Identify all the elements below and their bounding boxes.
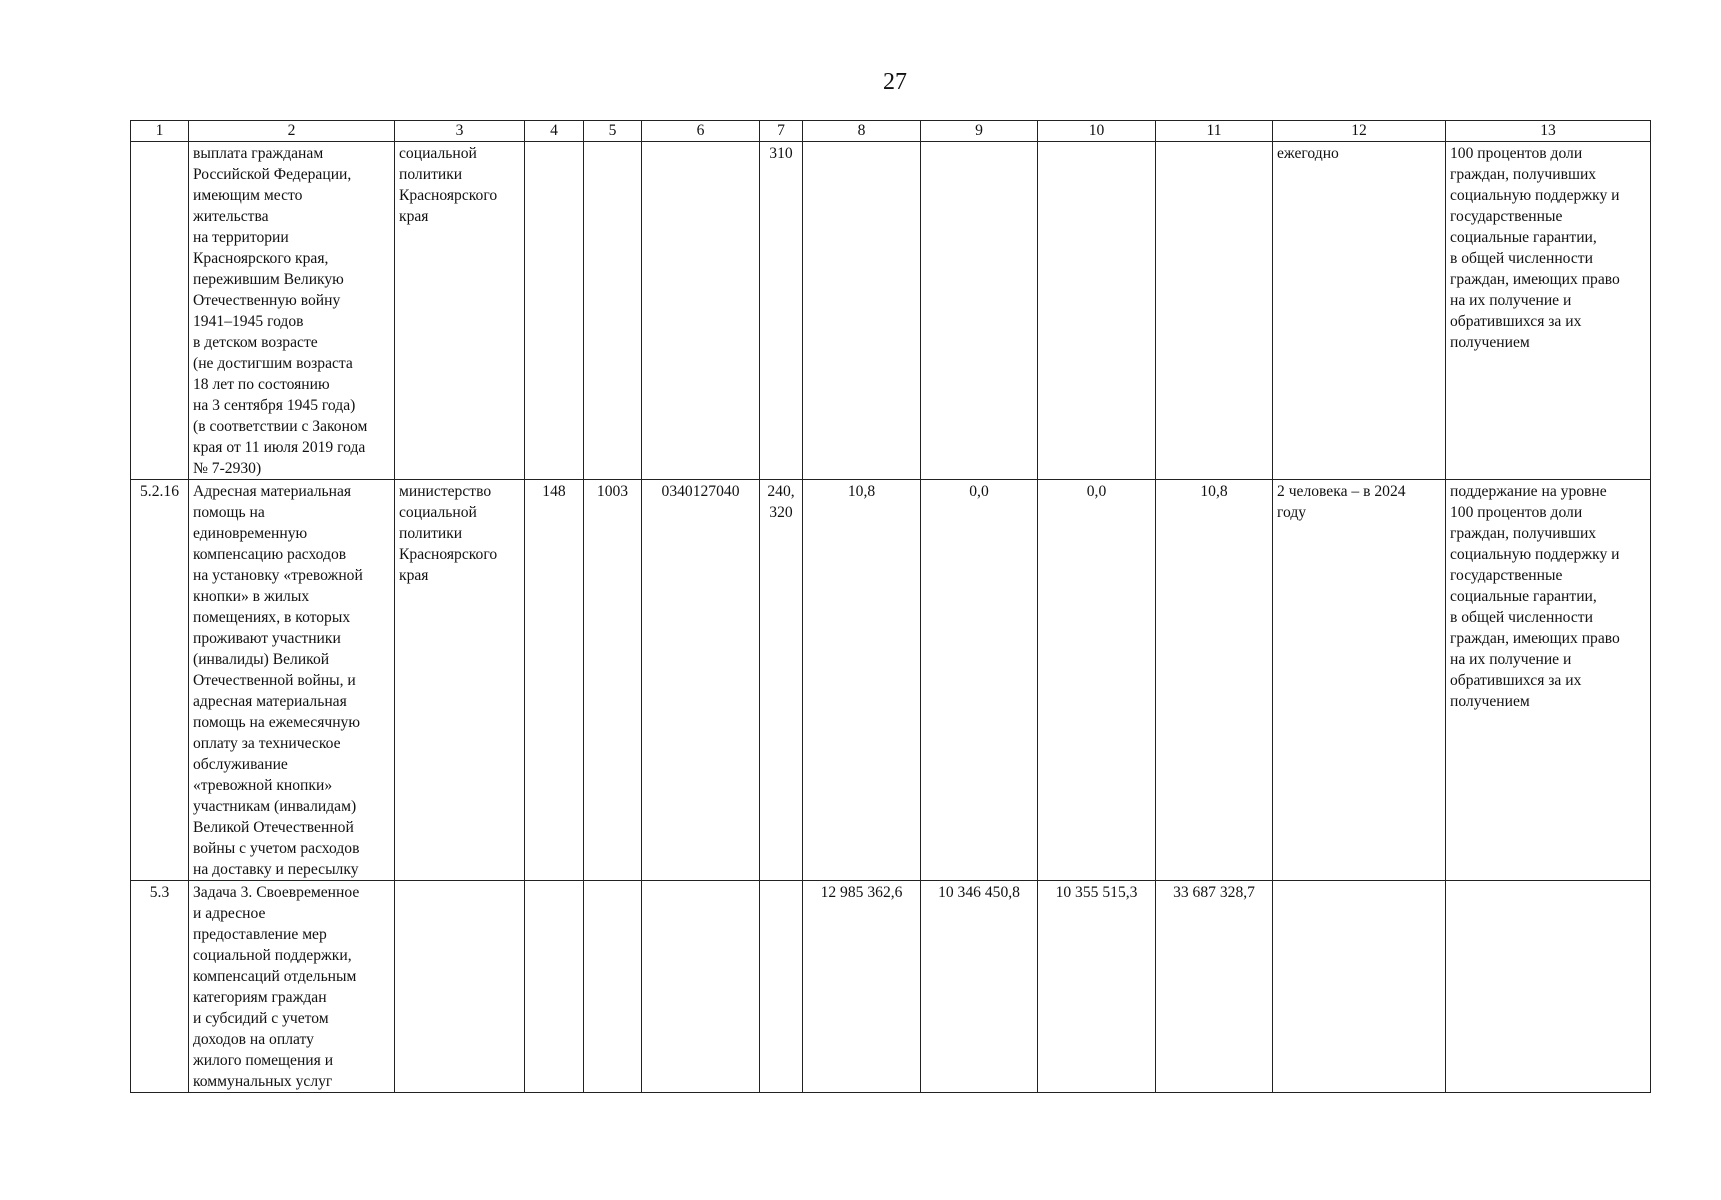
expense-type-cell (760, 480, 803, 881)
column-header: 11 (1156, 121, 1273, 142)
expected-result-cell (1273, 881, 1446, 1093)
amount-cell (921, 142, 1038, 480)
measure-name-cell (189, 881, 395, 1093)
row-number-cell: 5.2.16 (131, 480, 189, 881)
expense-type-text: 240, 320 (767, 483, 795, 521)
responsible-executor-cell (395, 142, 525, 480)
column-header: 8 (803, 121, 921, 142)
column-header: 2 (189, 121, 395, 142)
target-article-cell: 0340127040 (642, 480, 760, 881)
total-amount-cell (1156, 142, 1273, 480)
amount-cell: 0,0 (1038, 480, 1156, 881)
measure-name-text: Адресная материальная помощь на единовременную компенсацию расходов на установку «тревожной кнопки» в жилых помещениях, в которых проживают участники (инвалиды) Великой Отечественной войны, и адресная материальная помощь на ежемесячную оплату за техническое обслуживание «тревожной кнопки» участникам (инвалидам) Великой Отечественной войны с учетом расходов на доставку и пересылку (193, 483, 363, 878)
budget-table (130, 120, 1651, 1093)
column-header: 4 (525, 121, 584, 142)
row-number-cell: 5.3 (131, 881, 189, 1093)
measure-name-text: Задача 3. Своевременное и адресное предоставление мер социальной поддержки, компенсаций отдельным категориям граждан и субсидий с учетом доходов на оплату жилого помещения и коммунальных услуг (193, 884, 360, 1090)
grbs-code-cell: 148 (525, 480, 584, 881)
table-row (131, 142, 1651, 480)
responsible-executor-text: министерство социальной политики Красноярского края (399, 483, 498, 584)
measure-name-cell (189, 480, 395, 881)
column-header: 9 (921, 121, 1038, 142)
responsible-executor-cell (395, 881, 525, 1093)
page-number: 27 (883, 69, 907, 95)
column-header: 3 (395, 121, 525, 142)
indicator-cell (1446, 142, 1651, 480)
column-header: 1 (131, 121, 189, 142)
indicator-cell (1446, 480, 1651, 881)
indicator-text: поддержание на уровне 100 процентов доли граждан, получивших социальную поддержку и государственные социальные гарантии, в общей численности граждан, имеющих право на их получение и обратившихся за их получением (1450, 483, 1620, 710)
amount-cell: 10,8 (803, 480, 921, 881)
total-amount-cell: 33 687 328,7 (1156, 881, 1273, 1093)
amount-cell: 10 346 450,8 (921, 881, 1038, 1093)
column-header: 6 (642, 121, 760, 142)
expected-result-cell (1273, 142, 1446, 480)
amount-cell (803, 142, 921, 480)
amount-cell: 12 985 362,6 (803, 881, 921, 1093)
indicator-cell (1446, 881, 1651, 1093)
section-code-cell (584, 881, 642, 1093)
table-header-row (131, 121, 1651, 142)
section-code-cell: 1003 (584, 480, 642, 881)
measure-name-text: выплата гражданам Российской Федерации, имеющим место жительства на территории Красноярского края, пережившим Великую Отечественную войну 1941–1945 годов в детском возрасте (не достигшим возраста 18 лет по состоянию на 3 сентября 1945 года) (в соответствии с Законом края от 11 июля 2019 года № 7-2930) (193, 145, 368, 477)
column-header: 7 (760, 121, 803, 142)
measure-name-cell (189, 142, 395, 480)
column-header: 12 (1273, 121, 1446, 142)
column-header: 10 (1038, 121, 1156, 142)
amount-cell: 0,0 (921, 480, 1038, 881)
indicator-text: 100 процентов доли граждан, получивших социальную поддержку и государственные социальные гарантии, в общей численности граждан, имеющих право на их получение и обратившихся за их получением (1450, 145, 1620, 351)
table-row (131, 881, 1651, 1093)
section-code-cell (584, 142, 642, 480)
expected-result-text: ежегодно (1277, 145, 1339, 162)
amount-cell: 10 355 515,3 (1038, 881, 1156, 1093)
expected-result-text: 2 человека – в 2024 году (1277, 483, 1406, 521)
target-article-cell (642, 142, 760, 480)
amount-cell (1038, 142, 1156, 480)
expense-type-cell (760, 142, 803, 480)
expected-result-cell (1273, 480, 1446, 881)
column-header: 5 (584, 121, 642, 142)
responsible-executor-cell (395, 480, 525, 881)
total-amount-cell: 10,8 (1156, 480, 1273, 881)
table-row (131, 480, 1651, 881)
expense-type-text: 310 (769, 145, 793, 162)
expense-type-cell (760, 881, 803, 1093)
column-header: 13 (1446, 121, 1651, 142)
responsible-executor-text: социальной политики Красноярского края (399, 145, 498, 225)
grbs-code-cell (525, 142, 584, 480)
target-article-cell (642, 881, 760, 1093)
grbs-code-cell (525, 881, 584, 1093)
row-number-cell (131, 142, 189, 480)
